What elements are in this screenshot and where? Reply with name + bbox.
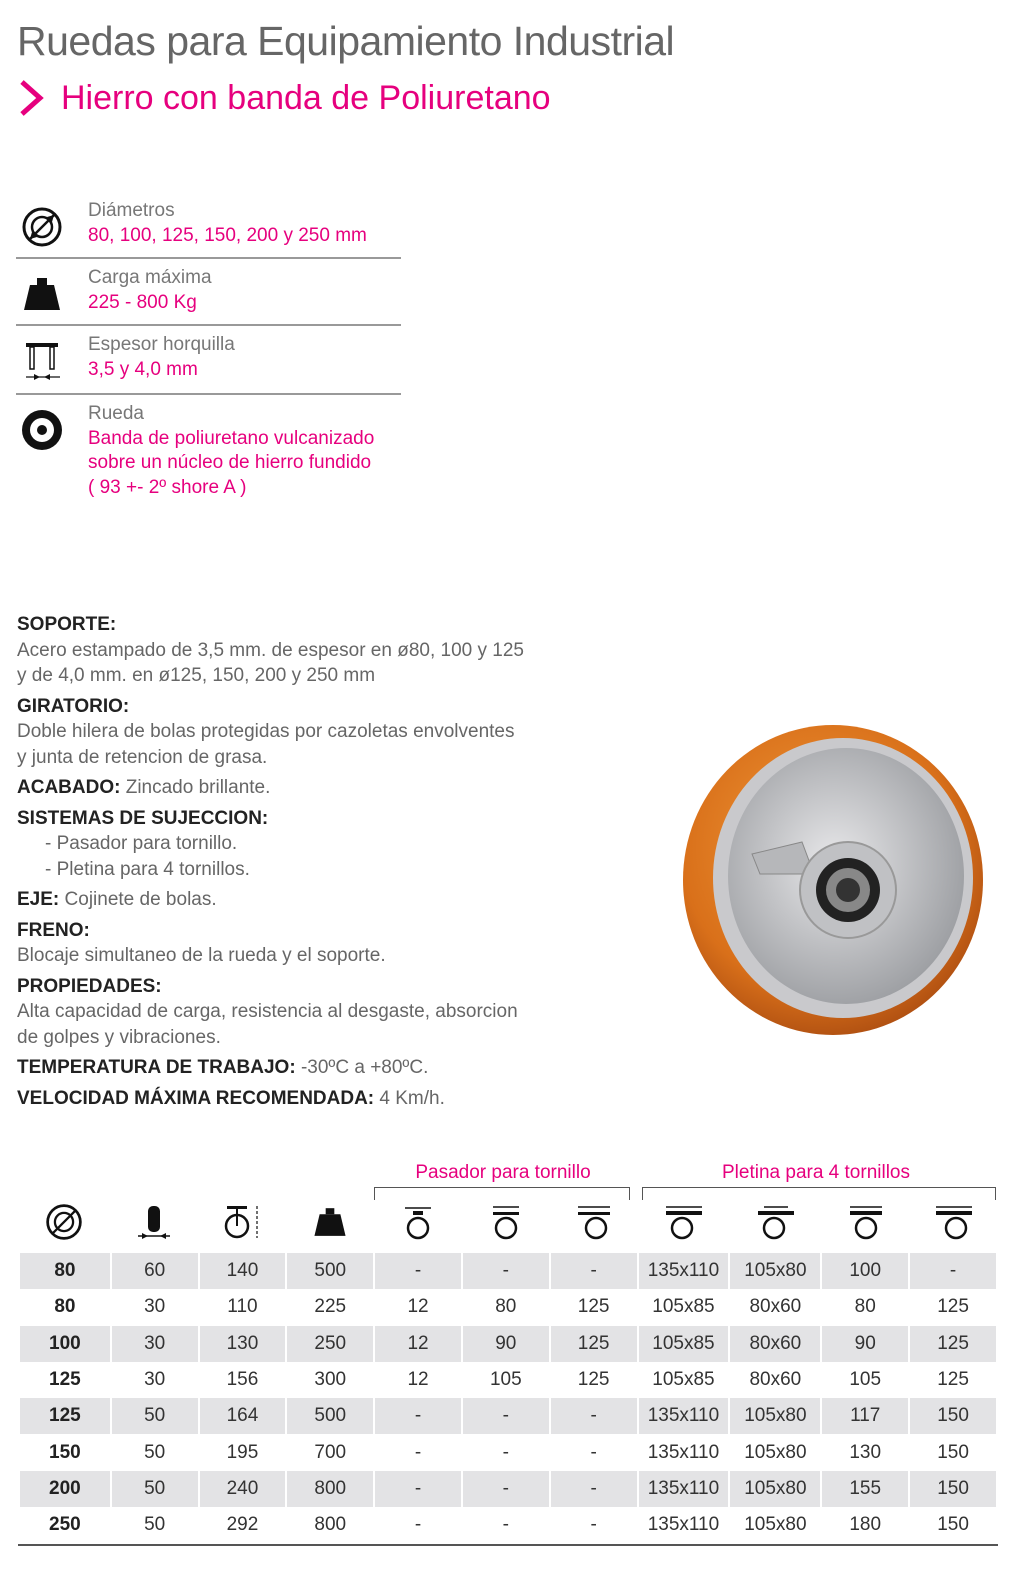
table-cell: 800 bbox=[314, 1514, 347, 1536]
eje-text: Cojinete de bolas. bbox=[59, 889, 217, 910]
table-cell: 80 bbox=[54, 1296, 76, 1318]
table-cell: 155 bbox=[822, 1471, 908, 1507]
weight-icon bbox=[20, 272, 64, 316]
spec-label: Rueda bbox=[88, 403, 144, 424]
giratorio-text: Doble hilera de bolas protegidas por cazoletas envolventes bbox=[17, 721, 515, 742]
table-cell: 135x110 bbox=[639, 1471, 729, 1507]
table-cell: 105x80 bbox=[730, 1398, 820, 1434]
table-cell: 180 bbox=[849, 1514, 882, 1536]
table-cell: 105x80 bbox=[744, 1441, 807, 1463]
soporte-title: SOPORTE: bbox=[17, 614, 117, 635]
table-cell: 80 bbox=[495, 1296, 517, 1318]
sujeccion-title: SISTEMAS DE SUJECCION: bbox=[17, 807, 269, 829]
plate-large-icon bbox=[662, 1202, 706, 1242]
table-cell: 150 bbox=[937, 1514, 969, 1536]
propiedades-text: de golpes y vibraciones. bbox=[17, 1026, 221, 1048]
table-row bbox=[20, 1434, 996, 1470]
table-cell: 12 bbox=[407, 1369, 429, 1391]
table-cell: 12 bbox=[375, 1326, 461, 1362]
table-row bbox=[20, 1362, 996, 1398]
table-cell: 80x60 bbox=[730, 1326, 820, 1362]
table-cell: 80 bbox=[854, 1296, 876, 1318]
table-row bbox=[20, 1471, 996, 1507]
table-cell: 250 bbox=[287, 1326, 373, 1362]
soporte-text: Acero estampado de 3,5 mm. de espesor en ø80, 100 y 125 bbox=[17, 639, 524, 661]
spec-diameter bbox=[16, 192, 401, 259]
pin-bolt-icon bbox=[399, 1202, 437, 1242]
eje-title: EJE: bbox=[17, 889, 60, 910]
spec-value: sobre un núcleo de hierro fundido bbox=[88, 452, 372, 473]
table-cell: 130 bbox=[849, 1441, 882, 1463]
velocidad-title: VELOCIDAD MÁXIMA RECOMENDADA: bbox=[17, 1087, 375, 1109]
table-cell: 50 bbox=[112, 1398, 198, 1434]
giratorio-title: GIRATORIO: bbox=[17, 695, 130, 717]
plate-height-icon bbox=[932, 1202, 976, 1242]
table-cell: - bbox=[590, 1514, 597, 1536]
table-cell: 195 bbox=[226, 1441, 259, 1463]
table-cell: - bbox=[375, 1398, 461, 1434]
spec-value: 3,5 y 4,0 mm bbox=[88, 358, 198, 380]
table-cell: 300 bbox=[314, 1369, 347, 1391]
table-cell: 130 bbox=[200, 1326, 286, 1362]
table-cell: 80 bbox=[20, 1253, 110, 1289]
table-cell: 125 bbox=[20, 1398, 110, 1434]
table-cell: 156 bbox=[226, 1369, 259, 1391]
table-cell: 500 bbox=[287, 1398, 373, 1434]
table-cell: - bbox=[463, 1398, 549, 1434]
table-cell: 125 bbox=[937, 1296, 969, 1318]
plate-holes-icon bbox=[754, 1202, 798, 1242]
table-cell: 100 bbox=[822, 1253, 908, 1289]
table-cell: 117 bbox=[822, 1398, 908, 1434]
table-header-icons bbox=[18, 1196, 998, 1248]
table-cell: - bbox=[590, 1441, 597, 1463]
table-row bbox=[20, 1507, 996, 1543]
table-cell: 105x80 bbox=[744, 1514, 807, 1536]
spec-fork bbox=[16, 326, 401, 395]
table-cell: - bbox=[375, 1253, 461, 1289]
table-cell: 50 bbox=[112, 1471, 198, 1507]
table-cell: 30 bbox=[144, 1296, 166, 1318]
table-row bbox=[20, 1289, 996, 1325]
table-cell: 110 bbox=[227, 1296, 258, 1318]
wheel-icon bbox=[20, 408, 64, 452]
acabado-title: ACABADO: bbox=[17, 777, 121, 798]
table-cell: - bbox=[463, 1471, 549, 1507]
diameter-icon bbox=[44, 1202, 84, 1242]
table-cell: 250 bbox=[49, 1514, 81, 1536]
spec-load bbox=[16, 259, 401, 326]
temperatura-text: -30ºC a +80ºC. bbox=[295, 1057, 429, 1078]
table-row bbox=[20, 1326, 996, 1362]
table-cell: 30 bbox=[112, 1326, 198, 1362]
giratorio-text: y junta de retencion de grasa. bbox=[17, 746, 268, 768]
table-cell: 90 bbox=[463, 1326, 549, 1362]
table-cell: 90 bbox=[822, 1326, 908, 1362]
table-cell: - bbox=[502, 1441, 509, 1463]
table-cell: - bbox=[414, 1441, 422, 1463]
total-height-icon bbox=[221, 1202, 263, 1242]
spec-label: Espesor horquilla bbox=[88, 334, 235, 355]
temperatura-title: TEMPERATURA DE TRABAJO: bbox=[17, 1057, 296, 1078]
table-cell: - bbox=[910, 1253, 996, 1289]
table-cell: 100 bbox=[20, 1326, 110, 1362]
velocidad-text: 4 Km/h. bbox=[374, 1087, 445, 1109]
table-cell: 105x80 bbox=[730, 1471, 820, 1507]
table-cell: 135x110 bbox=[647, 1514, 720, 1536]
propiedades-text: Alta capacidad de carga, resistencia al desgaste, absorcion bbox=[17, 1001, 518, 1022]
table-cell: 125 bbox=[577, 1296, 610, 1318]
chevron-right-icon bbox=[17, 76, 47, 120]
table-cell: 225 bbox=[314, 1296, 347, 1318]
subtitle-row bbox=[17, 76, 551, 120]
dimensions-table bbox=[18, 1253, 998, 1543]
table-cell: 12 bbox=[407, 1296, 429, 1318]
table-cell: 800 bbox=[287, 1471, 373, 1507]
table-cell: 80x60 bbox=[749, 1369, 802, 1391]
table-cell: 150 bbox=[49, 1441, 81, 1463]
wheel-width-icon bbox=[134, 1202, 174, 1242]
table-cell: 105x80 bbox=[730, 1253, 820, 1289]
table-cell: - bbox=[551, 1253, 637, 1289]
table-cell: 125 bbox=[49, 1369, 81, 1391]
group-pletina-label: Pletina para 4 tornillos bbox=[722, 1162, 910, 1183]
table-cell: 30 bbox=[144, 1369, 166, 1391]
table-cell: 292 bbox=[226, 1514, 259, 1536]
table-cell: - bbox=[502, 1514, 509, 1536]
table-cell: 125 bbox=[577, 1369, 610, 1391]
group-pasador-label: Pasador para tornillo bbox=[415, 1162, 591, 1183]
freno-title: FRENO: bbox=[17, 919, 90, 941]
table-cell: 50 bbox=[144, 1441, 166, 1463]
table-row bbox=[20, 1253, 996, 1289]
pin-plate-icon bbox=[574, 1202, 614, 1242]
pin-offset-icon bbox=[487, 1202, 525, 1242]
table-cell: 135x110 bbox=[647, 1441, 720, 1463]
table-cell: 125 bbox=[910, 1326, 996, 1362]
spec-value: Banda de poliuretano vulcanizado bbox=[88, 427, 375, 449]
table-cell: 50 bbox=[144, 1514, 166, 1536]
spec-value: ( 93 +- 2º shore A ) bbox=[88, 476, 247, 498]
table-cell: 125 bbox=[551, 1326, 637, 1362]
spec-value: 80, 100, 125, 150, 200 y 250 mm bbox=[88, 224, 367, 246]
table-cell: - bbox=[551, 1398, 637, 1434]
table-cell: - bbox=[414, 1514, 422, 1536]
plate-offset-icon bbox=[846, 1202, 886, 1242]
spec-value: 225 - 800 Kg bbox=[88, 291, 197, 313]
table-cell: 150 bbox=[910, 1471, 996, 1507]
table-cell: 105x85 bbox=[652, 1369, 715, 1391]
table-cell: 500 bbox=[287, 1253, 373, 1289]
soporte-text: y de 4,0 mm. en ø125, 150, 200 y 250 mm bbox=[17, 665, 376, 686]
table-cell: 105 bbox=[849, 1369, 882, 1391]
table-cell: 200 bbox=[20, 1471, 110, 1507]
description bbox=[17, 612, 587, 1116]
wheel-product-image bbox=[682, 724, 984, 1036]
diameter-icon bbox=[20, 205, 64, 249]
spec-list bbox=[16, 192, 401, 508]
table-cell: - bbox=[463, 1253, 549, 1289]
propiedades-title: PROPIEDADES: bbox=[17, 975, 162, 997]
table-cell: 60 bbox=[112, 1253, 198, 1289]
table-bottom-rule bbox=[18, 1544, 998, 1546]
table-cell: - bbox=[551, 1471, 637, 1507]
page-subtitle: Hierro con banda de Poliuretano bbox=[61, 78, 551, 117]
table-cell: 700 bbox=[314, 1441, 347, 1463]
table-cell: 105x85 bbox=[652, 1296, 715, 1318]
freno-text: Blocaje simultaneo de la rueda y el soporte. bbox=[17, 945, 386, 966]
table-cell: 135x110 bbox=[639, 1253, 729, 1289]
spec-label: Carga máxima bbox=[88, 267, 212, 288]
fork-thickness-icon bbox=[20, 339, 64, 385]
spec-label: Diámetros bbox=[88, 200, 175, 221]
table-cell: 80x60 bbox=[749, 1296, 802, 1318]
table-cell: 135x110 bbox=[639, 1398, 729, 1434]
acabado-text: Zincado brillante. bbox=[120, 777, 271, 798]
table-cell: 240 bbox=[200, 1471, 286, 1507]
spec-wheel bbox=[16, 395, 401, 508]
sujeccion-item: - Pasador para tornillo. bbox=[45, 833, 238, 854]
sujeccion-item: - Pletina para 4 tornillos. bbox=[45, 858, 250, 880]
page-title: Ruedas para Equipamiento Industrial bbox=[17, 18, 675, 64]
table-cell: 150 bbox=[937, 1441, 969, 1463]
table-row bbox=[20, 1398, 996, 1434]
table-cell: 105 bbox=[489, 1369, 522, 1391]
table-cell: 150 bbox=[910, 1398, 996, 1434]
weight-icon bbox=[311, 1203, 349, 1241]
table-cell: 164 bbox=[200, 1398, 286, 1434]
table-cell: - bbox=[375, 1471, 461, 1507]
table-cell: 140 bbox=[200, 1253, 286, 1289]
table-cell: 105x85 bbox=[639, 1326, 729, 1362]
table-cell: 125 bbox=[937, 1369, 969, 1391]
